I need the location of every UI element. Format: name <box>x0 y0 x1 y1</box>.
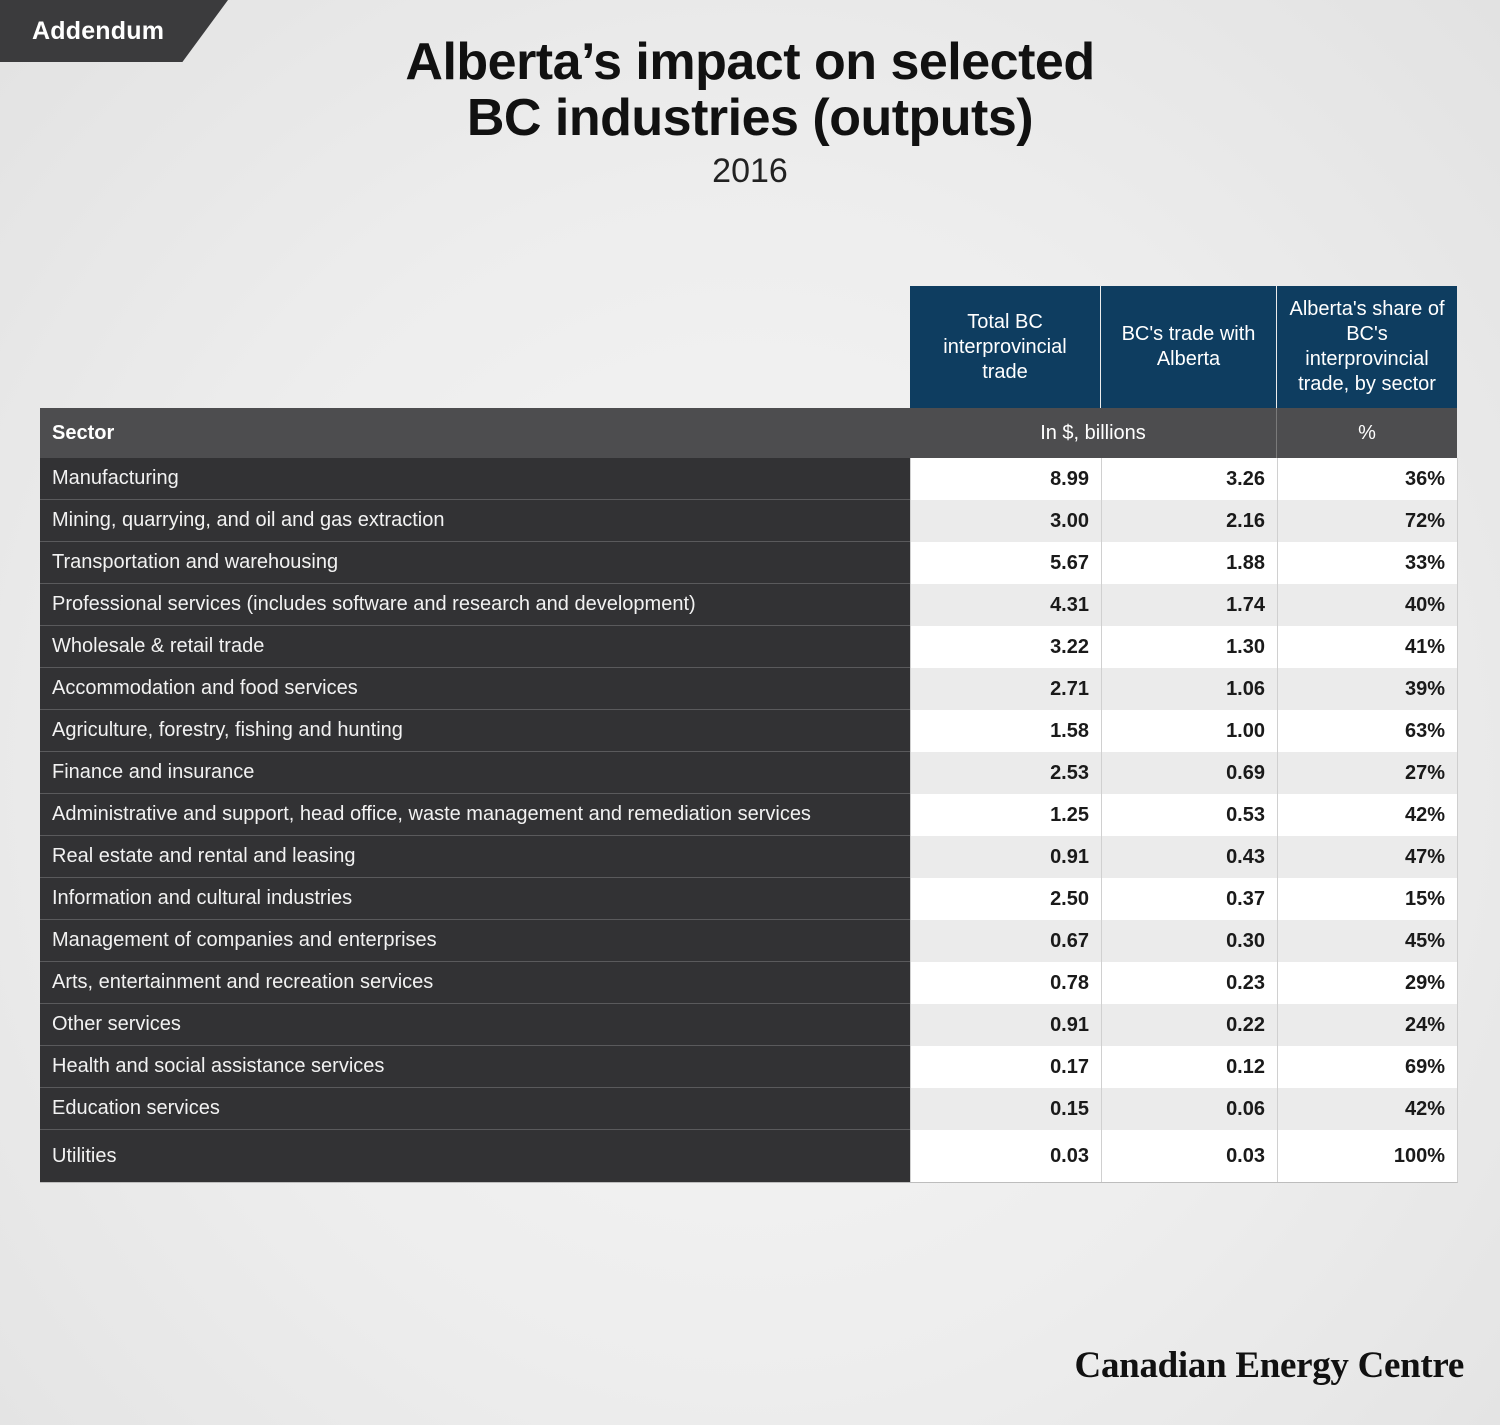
table-row <box>40 794 1457 836</box>
sector-cell: Finance and insurance <box>40 752 910 794</box>
table-row <box>40 1046 1457 1088</box>
sector-cell: Real estate and rental and leasing <box>40 836 910 878</box>
alberta-trade-cell: 0.22 <box>1101 1004 1277 1046</box>
data-table <box>40 458 1458 1183</box>
sector-cell: Administrative and support, head office, waste management and remediation services <box>40 794 910 836</box>
total-trade-cell: 8.99 <box>910 458 1101 500</box>
alberta-trade-cell: 0.23 <box>1101 962 1277 1004</box>
total-trade-cell: 2.53 <box>910 752 1101 794</box>
alberta-share-cell: 72% <box>1277 500 1457 542</box>
alberta-share-cell: 47% <box>1277 836 1457 878</box>
table-row <box>40 500 1457 542</box>
table-row <box>40 1088 1457 1130</box>
sector-cell: Information and cultural industries <box>40 878 910 920</box>
title-line-2: BC industries (outputs) <box>466 89 1034 147</box>
sector-cell: Health and social assistance services <box>40 1046 910 1088</box>
table-row <box>40 542 1457 584</box>
alberta-trade-cell: 0.12 <box>1101 1046 1277 1088</box>
alberta-trade-cell: 0.37 <box>1101 878 1277 920</box>
alberta-share-cell: 39% <box>1277 668 1457 710</box>
column-header-total: Total BC interprovincial trade <box>910 286 1100 408</box>
sector-cell: Utilities <box>40 1130 910 1182</box>
alberta-share-cell: 41% <box>1277 626 1457 668</box>
alberta-share-cell: 15% <box>1277 878 1457 920</box>
total-trade-cell: 0.03 <box>910 1130 1101 1182</box>
total-trade-cell: 1.25 <box>910 794 1101 836</box>
alberta-trade-cell: 0.06 <box>1101 1088 1277 1130</box>
total-trade-cell: 2.50 <box>910 878 1101 920</box>
alberta-trade-cell: 0.30 <box>1101 920 1277 962</box>
alberta-trade-cell: 1.06 <box>1101 668 1277 710</box>
alberta-share-cell: 42% <box>1277 794 1457 836</box>
brand-logo: Canadian Energy Centre <box>1074 1345 1464 1386</box>
alberta-trade-cell: 1.30 <box>1101 626 1277 668</box>
page-subtitle: 2016 <box>712 152 788 190</box>
addendum-label: Addendum <box>32 17 165 45</box>
total-trade-cell: 4.31 <box>910 584 1101 626</box>
sector-cell: Management of companies and enterprises <box>40 920 910 962</box>
table-row <box>40 584 1457 626</box>
table-row <box>40 878 1457 920</box>
sector-cell: Agriculture, forestry, fishing and hunting <box>40 710 910 752</box>
table-row <box>40 920 1457 962</box>
total-trade-cell: 0.15 <box>910 1088 1101 1130</box>
sector-cell: Arts, entertainment and recreation services <box>40 962 910 1004</box>
sector-cell: Education services <box>40 1088 910 1130</box>
unit-header-row <box>40 408 1457 458</box>
total-trade-cell: 1.58 <box>910 710 1101 752</box>
page-title <box>0 34 1500 146</box>
alberta-trade-cell: 3.26 <box>1101 458 1277 500</box>
table-row <box>40 668 1457 710</box>
alberta-trade-cell: 0.53 <box>1101 794 1277 836</box>
alberta-share-cell: 69% <box>1277 1046 1457 1088</box>
total-trade-cell: 3.00 <box>910 500 1101 542</box>
column-header-alberta: BC's trade with Alberta <box>1101 286 1276 408</box>
sector-cell: Transportation and warehousing <box>40 542 910 584</box>
table-row <box>40 458 1457 500</box>
table-row <box>40 752 1457 794</box>
alberta-share-cell: 33% <box>1277 542 1457 584</box>
table-row <box>40 962 1457 1004</box>
alberta-share-cell: 27% <box>1277 752 1457 794</box>
sector-cell: Accommodation and food services <box>40 668 910 710</box>
total-trade-cell: 2.71 <box>910 668 1101 710</box>
alberta-trade-cell: 1.74 <box>1101 584 1277 626</box>
alberta-trade-cell: 2.16 <box>1101 500 1277 542</box>
alberta-share-cell: 100% <box>1277 1130 1457 1182</box>
total-trade-cell: 0.17 <box>910 1046 1101 1088</box>
total-trade-cell: 3.22 <box>910 626 1101 668</box>
alberta-share-cell: 45% <box>1277 920 1457 962</box>
alberta-share-cell: 36% <box>1277 458 1457 500</box>
alberta-trade-cell: 0.69 <box>1101 752 1277 794</box>
alberta-share-cell: 24% <box>1277 1004 1457 1046</box>
alberta-trade-cell: 1.00 <box>1101 710 1277 752</box>
table-row <box>40 1130 1457 1182</box>
table-row <box>40 1004 1457 1046</box>
sector-cell: Manufacturing <box>40 458 910 500</box>
unit-percent: % <box>1358 422 1376 444</box>
unit-billions: In $, billions <box>1040 422 1146 444</box>
sector-header: Sector <box>52 422 115 444</box>
sector-cell: Mining, quarrying, and oil and gas extraction <box>40 500 910 542</box>
sector-cell: Wholesale & retail trade <box>40 626 910 668</box>
alberta-share-cell: 42% <box>1277 1088 1457 1130</box>
column-header-share: Alberta's share of BC's interprovincial trade, by sector <box>1277 286 1457 408</box>
alberta-trade-cell: 1.88 <box>1101 542 1277 584</box>
table-row <box>40 626 1457 668</box>
sector-cell: Other services <box>40 1004 910 1046</box>
alberta-share-cell: 29% <box>1277 962 1457 1004</box>
total-trade-cell: 5.67 <box>910 542 1101 584</box>
alberta-trade-cell: 0.03 <box>1101 1130 1277 1182</box>
total-trade-cell: 0.78 <box>910 962 1101 1004</box>
alberta-share-cell: 40% <box>1277 584 1457 626</box>
title-line-1: Alberta’s impact on selected <box>405 33 1095 91</box>
sector-cell: Professional services (includes software and research and development) <box>40 584 910 626</box>
total-trade-cell: 0.91 <box>910 836 1101 878</box>
alberta-share-cell: 63% <box>1277 710 1457 752</box>
table-row <box>40 836 1457 878</box>
table-row <box>40 710 1457 752</box>
total-trade-cell: 0.91 <box>910 1004 1101 1046</box>
alberta-trade-cell: 0.43 <box>1101 836 1277 878</box>
total-trade-cell: 0.67 <box>910 920 1101 962</box>
